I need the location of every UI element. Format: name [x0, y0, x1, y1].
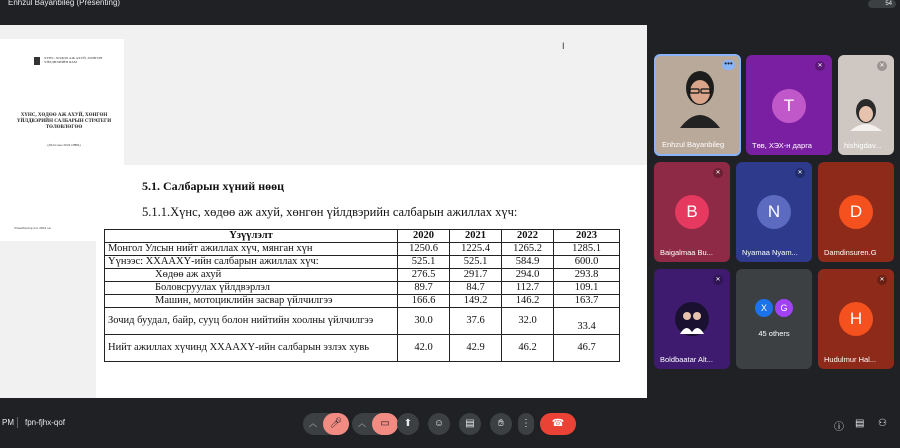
- participant-video: [846, 95, 886, 131]
- mic-off-icon: ✕: [795, 168, 805, 178]
- participant-name: Baigalmaa Bu...: [660, 248, 713, 257]
- avatar: [675, 302, 709, 336]
- mic-off-icon: ✕: [877, 275, 887, 285]
- cell-value: 163.7: [554, 295, 620, 308]
- camera-off-icon[interactable]: ▭: [372, 413, 398, 435]
- cover-org-name: ХҮНС, ХӨДӨӨ АЖ АХУЙ, ХӨНГӨН ҮЙЛДВЭРИЙН ЯАМ: [44, 56, 103, 64]
- avatar: H: [839, 302, 873, 336]
- avatar: N: [757, 195, 791, 229]
- cell-value: 32.0: [502, 308, 554, 335]
- cell-value: 46.7: [554, 335, 620, 362]
- participant-name: Nyamaa Nyam...: [742, 248, 798, 257]
- row-label: Монгол Улсын нийт ажиллах хүч, мянган хүн: [105, 243, 398, 256]
- cell-value: 600.0: [554, 256, 620, 269]
- participant-name: Enhzul Bayanbileg: [662, 140, 725, 149]
- participant-tile[interactable]: [818, 269, 894, 369]
- camera-control-group[interactable]: [352, 413, 398, 435]
- more-vert-icon[interactable]: ⋮: [518, 413, 534, 435]
- avatar: D: [839, 195, 873, 229]
- cell-value: 584.9: [502, 256, 554, 269]
- participant-tile[interactable]: [838, 55, 894, 155]
- presentation-stage: [0, 25, 647, 398]
- cell-value: 42.0: [398, 335, 450, 362]
- end-call-icon[interactable]: ☎︎: [540, 413, 576, 435]
- avatar: X: [755, 299, 773, 317]
- cell-value: 109.1: [554, 282, 620, 295]
- mic-control-group[interactable]: [303, 413, 349, 435]
- participant-name: Төв, ХЭХ-н дарга: [752, 141, 812, 150]
- cell-value: 276.5: [398, 269, 450, 282]
- participant-tile[interactable]: [746, 55, 832, 155]
- cover-footer: Улаанбаатар хот 2024 он: [14, 226, 51, 230]
- cell-value: 525.1: [398, 256, 450, 269]
- top-bar: [0, 0, 900, 12]
- present-icon[interactable]: ⬆: [397, 413, 419, 435]
- cell-value: 149.2: [450, 295, 502, 308]
- info-icon[interactable]: ⓘ: [834, 422, 844, 433]
- table-header: 2023: [554, 230, 620, 243]
- cell-value: 46.2: [502, 335, 554, 362]
- section-title: 5.1. Салбарын хүний нөөц: [142, 179, 285, 193]
- row-label: Машин, мотоциклийн засвар үйлчилгээ: [105, 295, 398, 308]
- row-label: Боловсруулах үйлдвэрлэл: [105, 282, 398, 295]
- cell-value: 1250.6: [398, 243, 450, 256]
- table-row: [105, 269, 620, 282]
- captions-icon[interactable]: ▤: [459, 413, 481, 435]
- participant-tile[interactable]: [654, 269, 730, 369]
- cell-value: 1225.4: [450, 243, 502, 256]
- avatar: T: [772, 89, 806, 123]
- cell-value: 146.2: [502, 295, 554, 308]
- table-header: 2021: [450, 230, 502, 243]
- cell-value: 525.1: [450, 256, 502, 269]
- bottom-control-bar: [0, 400, 900, 448]
- table-row: [105, 335, 620, 362]
- labor-force-table: [104, 229, 620, 362]
- text-cursor-icon: I: [562, 41, 565, 51]
- table-row: [105, 295, 620, 308]
- mic-off-icon[interactable]: 🎤︎: [323, 413, 349, 435]
- cell-value: 42.9: [450, 335, 502, 362]
- participant-tile[interactable]: [818, 162, 894, 262]
- table-row: [105, 256, 620, 269]
- mic-off-icon: ✕: [815, 61, 825, 71]
- cell-value: 89.7: [398, 282, 450, 295]
- cover-title: ХҮНС, ХӨДӨӨ АЖ АХУЙ, ХӨНГӨН ҮЙЛДВЭРИЙН САЛБАРЫН СТРАТЕГИ ТӨЛӨВЛӨГӨӨ: [16, 113, 112, 130]
- row-label: Зочид буудал, байр, сууц болон нийтийн хоолны үйлчилгээ: [105, 308, 398, 335]
- others-tile[interactable]: [736, 269, 812, 369]
- divider: [17, 417, 18, 428]
- presenting-title: Enhzul Bayanbileg (Presenting): [8, 0, 121, 7]
- participant-tile-presenter[interactable]: [654, 54, 741, 156]
- cell-value: 1265.2: [502, 243, 554, 256]
- chevron-up-icon[interactable]: ︿: [309, 419, 317, 428]
- mic-off-icon: ✕: [713, 275, 723, 285]
- cell-value: 293.8: [554, 269, 620, 282]
- raise-hand-icon[interactable]: ✋︎: [490, 413, 512, 435]
- avatar: B: [675, 195, 709, 229]
- meeting-code: fpn-fjhx-qof: [25, 418, 66, 427]
- subsection-title: 5.1.1.Хүнс, хөдөө аж ахуй, хөнгөн үйлдвэрийн салбарын ажиллах хүч:: [142, 205, 518, 219]
- participant-tile[interactable]: [736, 162, 812, 262]
- cell-value: 33.4: [554, 308, 620, 335]
- chevron-up-icon[interactable]: ︿: [358, 419, 366, 428]
- cell-value: 291.7: [450, 269, 502, 282]
- mic-off-icon: ✕: [713, 168, 723, 178]
- row-label: Нийт ажиллах хүчинд ХХААХҮ-ийн салбарын эзлэх хувь: [105, 335, 398, 362]
- table-header: 2022: [502, 230, 554, 243]
- participant-tile[interactable]: [654, 162, 730, 262]
- more-options-icon[interactable]: •••: [722, 60, 735, 70]
- participant-count-badge[interactable]: 54: [868, 0, 896, 8]
- cell-value: 30.0: [398, 308, 450, 335]
- participant-name: Damdinsuren.G: [824, 248, 877, 257]
- cell-value: 112.7: [502, 282, 554, 295]
- avatar: G: [775, 299, 793, 317]
- participant-name: Boldbaatar Alt...: [660, 355, 713, 364]
- cell-value: 37.6: [450, 308, 502, 335]
- people-icon[interactable]: ⚇: [878, 418, 887, 429]
- participant-name: hishigdav...: [844, 141, 882, 150]
- cell-value: 84.7: [450, 282, 502, 295]
- document-page: [96, 165, 647, 398]
- table-row: [105, 243, 620, 256]
- mic-off-icon: ✕: [877, 61, 887, 71]
- cell-value: 1285.1: [554, 243, 620, 256]
- emoji-icon[interactable]: ☺: [428, 413, 450, 435]
- cell-value: 166.6: [398, 295, 450, 308]
- cover-subtitle: (2024 оны 2024 ОНЫ): [47, 143, 81, 147]
- table-header: 2020: [398, 230, 450, 243]
- presenter-video: [678, 68, 722, 128]
- row-label: Үүнээс: ХХААХҮ-ийн салбарын ажиллах хүч:: [105, 256, 398, 269]
- table-row: [105, 308, 620, 335]
- participant-name: Hudulmur Hal...: [824, 355, 877, 364]
- table-header: Үзүүлэлт: [105, 230, 398, 243]
- table-header-row: [105, 230, 620, 243]
- table-row: [105, 282, 620, 295]
- cell-value: 294.0: [502, 269, 554, 282]
- meeting-time: PM: [2, 418, 14, 427]
- chat-icon[interactable]: ▤: [855, 418, 865, 429]
- others-count: 45 others: [758, 329, 790, 338]
- ministry-logo: [34, 57, 40, 65]
- row-label: Хөдөө аж ахуй: [105, 269, 398, 282]
